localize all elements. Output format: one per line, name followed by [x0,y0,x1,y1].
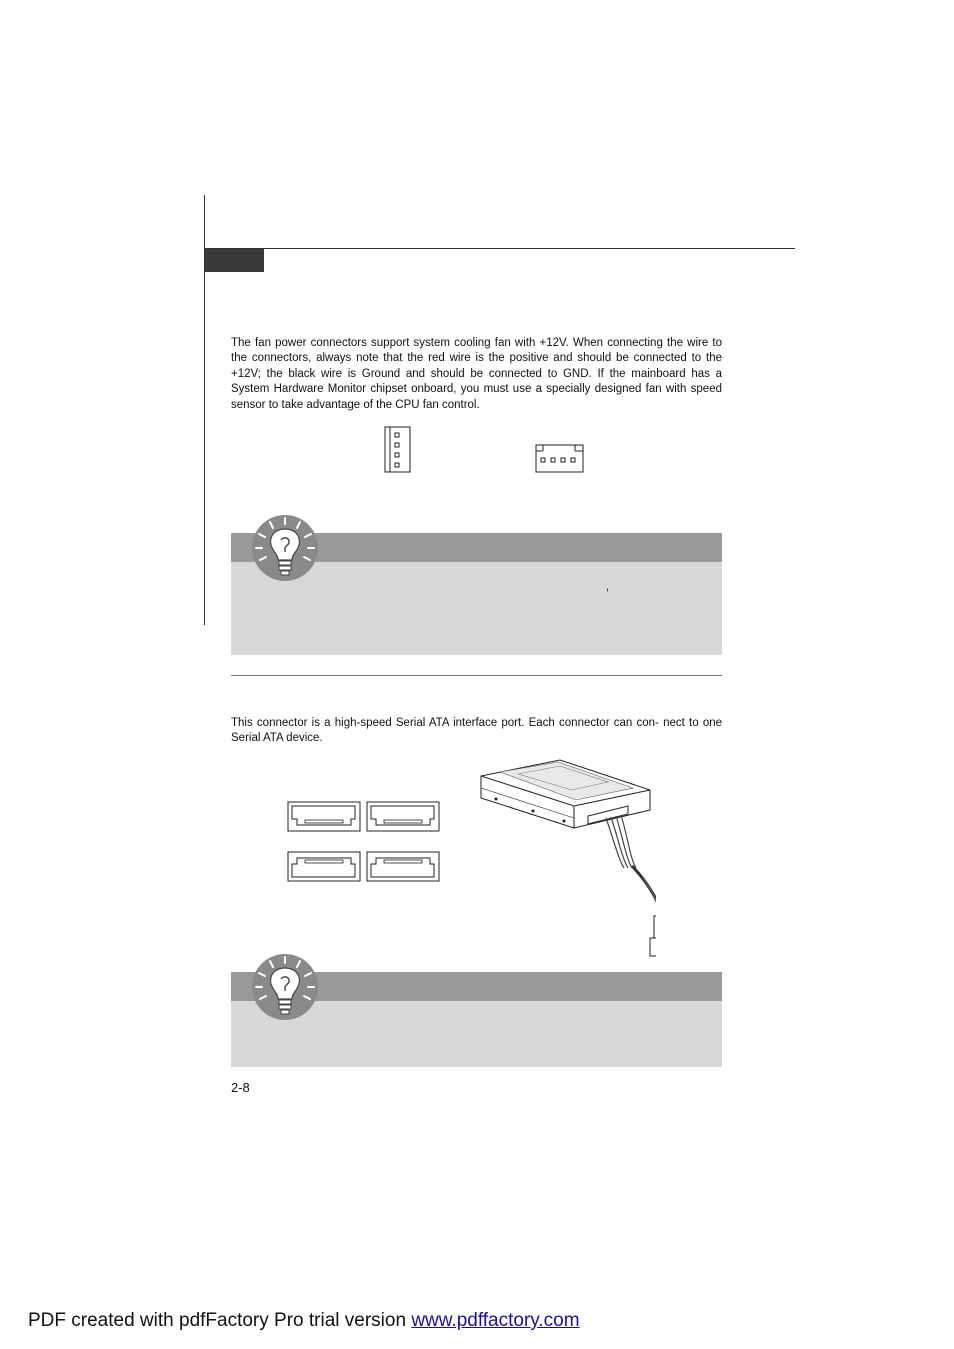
footer-text: PDF created with pdfFactory Pro trial version [28,1310,412,1331]
sata-connector [367,802,439,831]
fan-connector-3pin [384,426,412,474]
sata-connector [367,852,439,881]
sata-connector [288,802,360,831]
fan-connector-4pin [535,444,585,474]
section-divider [231,675,722,676]
page-number: 2-8 [231,1080,250,1095]
footer-link[interactable]: www.pdffactory.com [411,1310,580,1331]
section-tab [205,249,264,272]
tip-lightbulb-icon [250,951,320,1023]
tip-lightbulb-icon [250,512,320,584]
sata-paragraph: This connector is a high-speed Serial ATA interface port. Each connector can con- nect to one Serial ATA device. [231,717,722,745]
sata-connector [288,852,360,881]
fan-paragraph: The fan power connectors support system cooling fan with +12V. When connecting the wire to the connectors, always note that the red wire is the positive and should be connected to the +12V; the black wire is Ground and should be connected to GND. If the mainboard has a System Hardware Monitor chipset onboard, you must use a specially designed fan with speed sensor to take advantage of the CPU fan control. [231,337,722,411]
pdf-footer [28,1310,580,1332]
note-mark: , [606,581,610,593]
header-rule [204,248,795,249]
hard-drive-illustration [478,758,656,960]
sata-connectors-group [287,801,441,883]
